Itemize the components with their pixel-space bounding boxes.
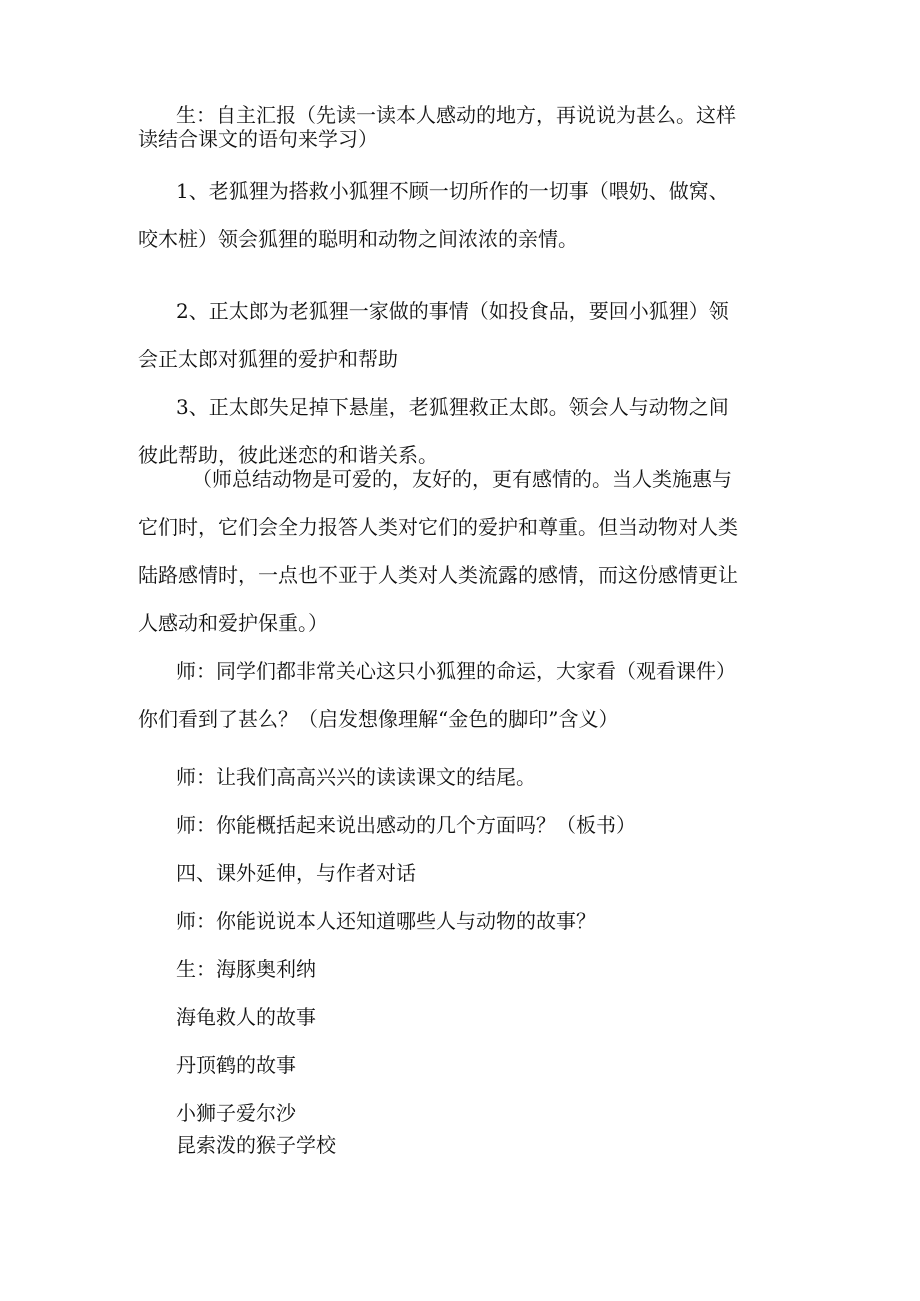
paragraph-stories-question — [176, 909, 826, 933]
text-line: 它们时，它们会全力报答人类对它们的爱护和尊重。但当动物对人类 — [138, 515, 738, 539]
paragraph-summarize — [176, 813, 826, 837]
text-line: 师：同学们都非常关心这只小狐狸的命运，大家看（观看课件） — [176, 659, 736, 683]
text-line: （师总结动物是可爱的，友好的，更有感情的。当人类施惠与 — [192, 467, 732, 491]
section-heading-extension — [176, 861, 826, 885]
text-line: 陆路感情时，一点也不亚于人类对人类流露的感情，而这份感情更让 — [138, 563, 738, 587]
paragraph-point-1 — [138, 167, 788, 263]
list-item-story — [176, 1053, 826, 1077]
paragraph-teacher-summary — [138, 455, 788, 647]
text-line: 2、正太郎为老狐狸一家做的事情（如投食品，要回小狐狸）领 — [176, 299, 729, 323]
text-line: 师：让我们高高兴兴的读读课文的结尾。 — [176, 765, 536, 789]
text-line: 小狮子爱尔沙 — [176, 1101, 296, 1125]
paragraph-teacher-question — [138, 647, 788, 743]
text-line: 你们看到了甚么？（启发想像理解“金色的脚印”含义） — [138, 707, 619, 731]
list-item-story — [176, 1005, 826, 1029]
text-line: 四、课外延伸，与作者对话 — [176, 861, 416, 885]
text-line: 生：自主汇报（先读一读本人感动的地方，再说说为甚么。这样 — [176, 103, 736, 127]
text-line: 生：海豚奥利纳 — [176, 957, 316, 981]
text-line: 1、老狐狸为搭救小狐狸不顾一切所作的一切事（喂奶、做窝、 — [176, 179, 729, 203]
text-line: 丹顶鹤的故事 — [176, 1053, 296, 1077]
text-line: 彼此帮助，彼此迷恋的和谐关系。 — [138, 443, 438, 467]
text-line: 咬木桩）领会狐狸的聪明和动物之间浓浓的亲情。 — [138, 227, 578, 251]
text-line: 师：你能概括起来说出感动的几个方面吗？（板书） — [176, 813, 636, 837]
paragraph-student-report — [138, 103, 788, 151]
text-line: 海龟救人的故事 — [176, 1005, 316, 1029]
list-item-story — [176, 1101, 826, 1125]
paragraph-point-2 — [138, 287, 788, 383]
paragraph-read-ending — [176, 765, 826, 789]
text-line: 3、正太郎失足掉下悬崖，老狐狸救正太郎。领会人与动物之间 — [176, 395, 729, 419]
list-item-story — [176, 957, 826, 981]
text-line: 会正太郎对狐狸的爱护和帮助 — [138, 347, 398, 371]
text-line: 师：你能说说本人还知道哪些人与动物的故事？ — [176, 909, 596, 933]
list-item-story — [176, 1133, 826, 1157]
text-line: 人感动和爱护保重。） — [138, 611, 328, 635]
text-line: 读结合课文的语句来学习） — [138, 127, 378, 151]
text-line: 昆索泼的猴子学校 — [176, 1133, 336, 1157]
